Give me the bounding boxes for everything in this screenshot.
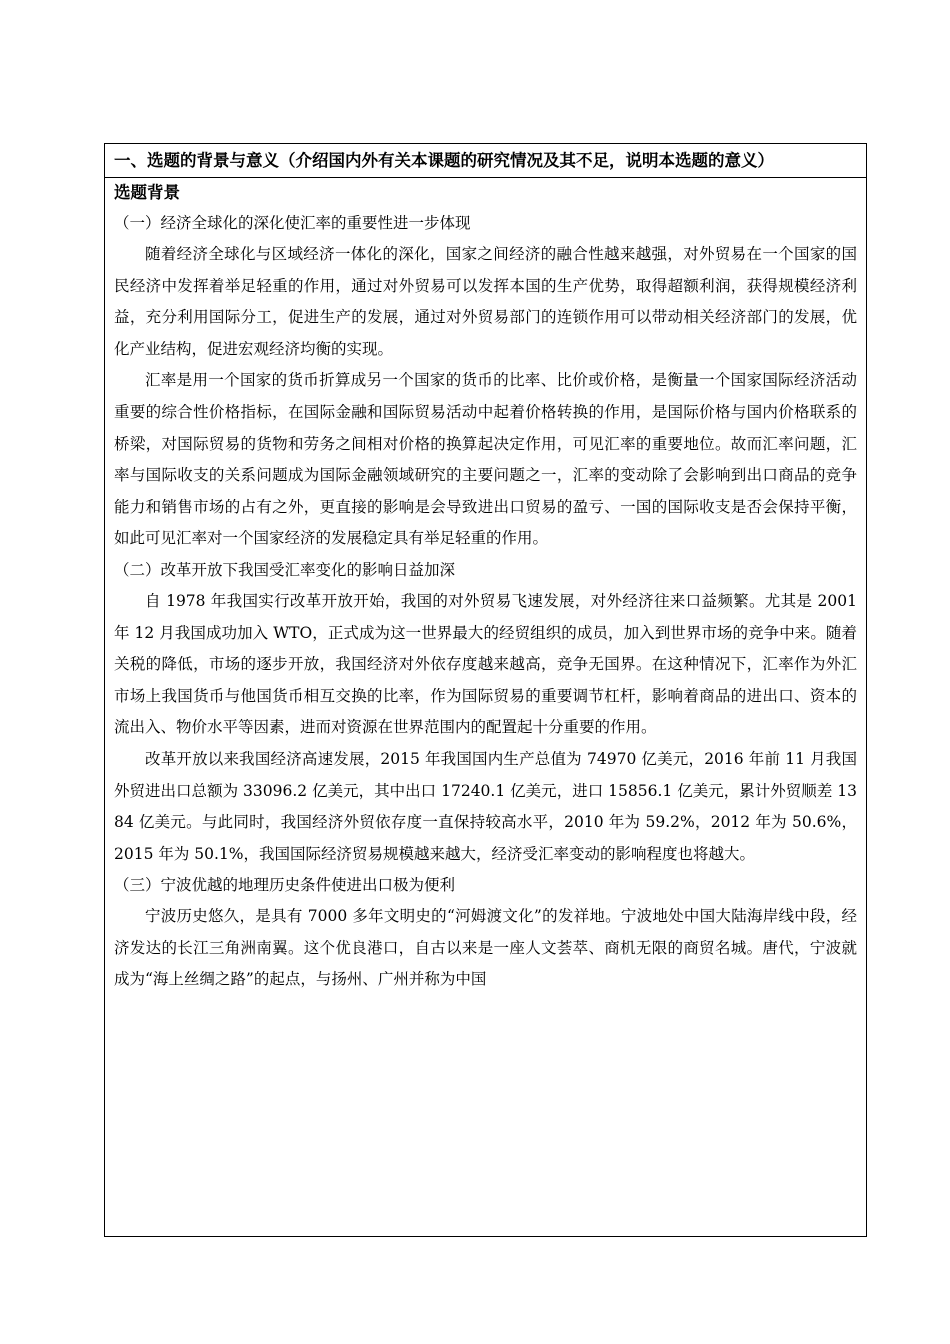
paragraph: 自 1978 年我国实行改革开放开始，我国的对外贸易飞速发展，对外经济往来口益频繁。尤其是 2001 年 12 月我国成功加入 WTO，正式成为这一世界最大的经贸组织的成员，加入到世界市场的竞争中来。随着关税的降低，市场的逐步开放，我国经济对外依存度越来越高，竞争无国界。在这种情况下，汇率作为外汇市场上我国货币与他国货币相互交换的比率，作为国际贸易的重要调节杠杆，影响着商品的进出口、资本的流出入、物价水平等因素，进而对资源在世界范围内的配置起十分重要的作用。 [114, 591, 857, 737]
paragraph: 随着经济全球化与区域经济一体化的深化，国家之间经济的融合性越来越强，对外贸易在一个国家的国民经济中发挥着举足轻重的作用，通过对外贸易可以发挥本国的生产优势，取得超额利润，获得规模经济利益，充分利用国际分工，促进生产的发展，通过对外贸易部门的连锁作用可以带动相关经济部门的发展，优化产业结构，促进宏观经济均衡的实现。 [114, 245, 857, 358]
subsection-heading-2: （二）改革开放下我国受汇率变化的影响日益加深 [114, 560, 456, 579]
subsection-heading-1: （一）经济全球化的深化使汇率的重要性进一步体现 [114, 214, 471, 232]
form-table-cell [104, 143, 867, 1237]
paragraph: 宁波历史悠久，是具有 7000 多年文明史的“河姆渡文化”的发祥地。宁波地处中国大陆海岸线中段，经济发达的长江三角洲南翼。这个优良港口，自古以来是一座人文荟萃、商机无限的商贸名城。唐代，宁波就成为“海上丝绸之路”的起点，与扬州、广州并称为中国 [114, 907, 857, 989]
paragraph: 改革开放以来我国经济高速发展，2015 年我国国内生产总值为 74970 亿美元，2016 年前 11 月我国外贸进出口总额为 33096.2 亿美元，其中出口 17240.1 亿美元，进口 15856.1 亿美元，累计外贸顺差 13 84 亿美元。与此同时，我国经济外贸依存度一直保持较高水平，2010 年为 59.2%，2012 年为 50.6%，2015 年为 50.1%，我国国际经济贸易规模越来越大，经济受汇率变动的影响程度也将越大。 [114, 749, 857, 863]
section-header: 一、选题的背景与意义（介绍国内外有关本课题的研究情况及其不足，说明本选题的意义） [105, 144, 866, 178]
section-title: 选题背景 [114, 183, 180, 202]
subsection-heading-3: （三）宁波优越的地理历史条件使进出口极为便利 [114, 876, 456, 895]
cell-content [105, 178, 866, 996]
paragraph: 汇率是用一个国家的货币折算成另一个国家的货币的比率、比价或价格，是衡量一个国家国际经济活动重要的综合性价格指标，在国际金融和国际贸易活动中起着价格转换的作用，是国际价格与国内价格联系的桥梁，对国际贸易的货物和劳务之间相对价格的换算起决定作用，可见汇率的重要地位。故而汇率问题，汇率与国际收支的关系问题成为国际金融领域研究的主要问题之一，汇率的变动除了会影响到出口商品的竞争能力和销售市场的占有之外，更直接的影响是会导致进出口贸易的盈亏、一国的国际收支是否会保持平衡，如此可见汇率对一个国家经济的发展稳定具有举足轻重的作用。 [114, 371, 857, 548]
